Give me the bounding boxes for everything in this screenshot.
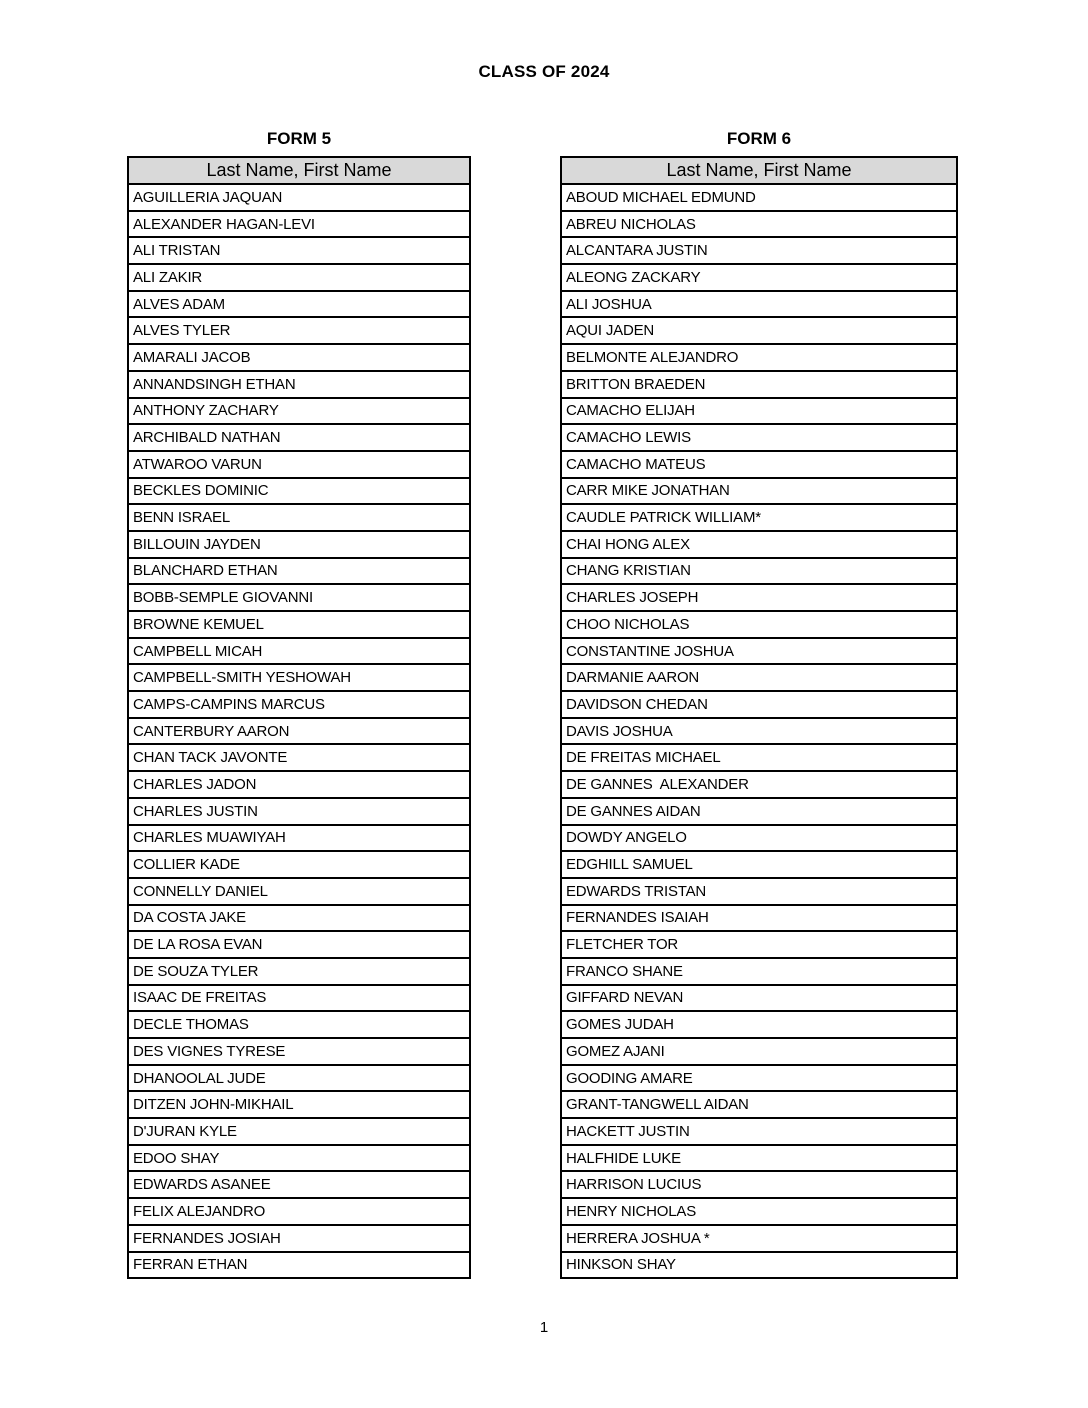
table-row: BELMONTE ALEJANDRO [562, 345, 956, 372]
table-row: CHARLES JADON [129, 772, 469, 799]
table-row: CHARLES JUSTIN [129, 799, 469, 826]
table-row: GRANT-TANGWELL AIDAN [562, 1092, 956, 1119]
form6-table-body [562, 185, 956, 1277]
table-row: GIFFARD NEVAN [562, 986, 956, 1013]
table-row: DE GANNES AIDAN [562, 799, 956, 826]
table-row: EDGHILL SAMUEL [562, 852, 956, 879]
table-row: ABOUD MICHAEL EDMUND [562, 185, 956, 212]
table-row: BILLOUIN JAYDEN [129, 532, 469, 559]
table-row: DHANOOLAL JUDE [129, 1066, 469, 1093]
table-row: BRITTON BRAEDEN [562, 372, 956, 399]
table-row: COLLIER KADE [129, 852, 469, 879]
table-row: ALI JOSHUA [562, 292, 956, 319]
table-row: ANNANDSINGH ETHAN [129, 372, 469, 399]
form5-label: FORM 5 [266, 129, 332, 148]
table-row: FLETCHER TOR [562, 932, 956, 959]
table-row: ALEXANDER HAGAN-LEVI [129, 212, 469, 239]
table-row: HARRISON LUCIUS [562, 1172, 956, 1199]
table-row: DAVIS JOSHUA [562, 719, 956, 746]
table-row: GOODING AMARE [562, 1066, 956, 1093]
table-row: DAVIDSON CHEDAN [562, 692, 956, 719]
table-row: FELIX ALEJANDRO [129, 1199, 469, 1226]
table-row: BOBB-SEMPLE GIOVANNI [129, 585, 469, 612]
table-row: CONSTANTINE JOSHUA [562, 639, 956, 666]
table-row: CAMPS-CAMPINS MARCUS [129, 692, 469, 719]
table-row: ALCANTARA JUSTIN [562, 238, 956, 265]
page-number: 1 [539, 1319, 549, 1336]
table-row: DECLE THOMAS [129, 1012, 469, 1039]
table-row: CONNELLY DANIEL [129, 879, 469, 906]
table-row: CAMPBELL-SMITH YESHOWAH [129, 665, 469, 692]
table-row: CAMACHO MATEUS [562, 452, 956, 479]
table-row: CHAN TACK JAVONTE [129, 745, 469, 772]
form6-label: FORM 6 [726, 129, 792, 148]
table-row: HERRERA JOSHUA * [562, 1226, 956, 1253]
table-row: BECKLES DOMINIC [129, 479, 469, 506]
table-row: CAMPBELL MICAH [129, 639, 469, 666]
table-row: ALI ZAKIR [129, 265, 469, 292]
form6-table [560, 156, 958, 1279]
table-row: HENRY NICHOLAS [562, 1199, 956, 1226]
table-row: GOMEZ AJANI [562, 1039, 956, 1066]
table-row: CHAI HONG ALEX [562, 532, 956, 559]
table-row: HALFHIDE LUKE [562, 1146, 956, 1173]
table-row: DITZEN JOHN-MIKHAIL [129, 1092, 469, 1119]
table-row: ARCHIBALD NATHAN [129, 425, 469, 452]
table-row: FERNANDES JOSIAH [129, 1226, 469, 1253]
table-row: CHARLES MUAWIYAH [129, 826, 469, 853]
table-row: DA COSTA JAKE [129, 906, 469, 933]
table-row: EDWARDS ASANEE [129, 1172, 469, 1199]
table-row: HINKSON SHAY [566, 1256, 676, 1274]
table-row: ALVES ADAM [129, 292, 469, 319]
table-row: ALEONG ZACKARY [562, 265, 956, 292]
table-row: DE GANNES ALEXANDER [562, 772, 956, 799]
table-row: BLANCHARD ETHAN [129, 559, 469, 586]
table-row: DE FREITAS MICHAEL [562, 745, 956, 772]
table-row: AMARALI JACOB [129, 345, 469, 372]
table-row: CAUDLE PATRICK WILLIAM* [562, 505, 956, 532]
table-row: BROWNE KEMUEL [129, 612, 469, 639]
table-row: DARMANIE AARON [562, 665, 956, 692]
table-row: D'JURAN KYLE [129, 1119, 469, 1146]
table-row: CANTERBURY AARON [129, 719, 469, 746]
form5-table-header: Last Name, First Name [129, 158, 469, 185]
table-row: CAMACHO LEWIS [562, 425, 956, 452]
table-row: GOMES JUDAH [562, 1012, 956, 1039]
table-row: CARR MIKE JONATHAN [562, 479, 956, 506]
form6-table-header: Last Name, First Name [562, 158, 956, 185]
table-row: CHOO NICHOLAS [562, 612, 956, 639]
table-row: FRANCO SHANE [562, 959, 956, 986]
table-row: ATWAROO VARUN [129, 452, 469, 479]
table-row: ANTHONY ZACHARY [129, 399, 469, 426]
table-row: HACKETT JUSTIN [562, 1119, 956, 1146]
table-row: BENN ISRAEL [129, 505, 469, 532]
form5-table [127, 156, 471, 1279]
table-row: ALI TRISTAN [129, 238, 469, 265]
table-row: ISAAC DE FREITAS [129, 986, 469, 1013]
table-row: DE SOUZA TYLER [129, 959, 469, 986]
table-row: FERRAN ETHAN [133, 1256, 248, 1274]
table-row: CAMACHO ELIJAH [562, 399, 956, 426]
page-title: CLASS OF 2024 [478, 62, 610, 81]
table-row: FERNANDES ISAIAH [562, 906, 956, 933]
table-row: ALVES TYLER [129, 318, 469, 345]
form5-table-body [129, 185, 469, 1277]
table-row: AQUI JADEN [562, 318, 956, 345]
table-row: CHARLES JOSEPH [562, 585, 956, 612]
table-row: DES VIGNES TYRESE [129, 1039, 469, 1066]
table-row: EDWARDS TRISTAN [562, 879, 956, 906]
table-row: ABREU NICHOLAS [562, 212, 956, 239]
table-row: DE LA ROSA EVAN [129, 932, 469, 959]
table-row: AGUILLERIA JAQUAN [129, 185, 469, 212]
table-row: EDOO SHAY [129, 1146, 469, 1173]
table-row: DOWDY ANGELO [562, 826, 956, 853]
table-row: CHANG KRISTIAN [562, 559, 956, 586]
